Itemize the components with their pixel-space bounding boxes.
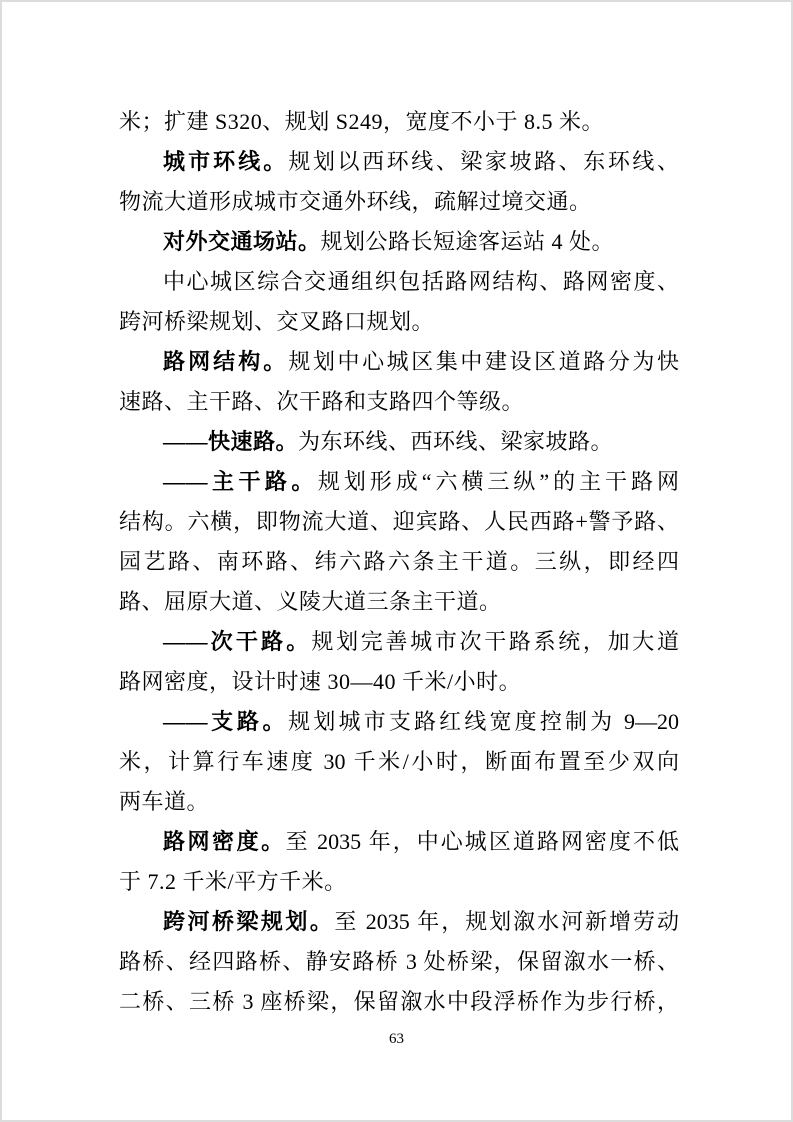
line-bold-lead: ——次干路。 xyxy=(163,629,312,654)
text-line xyxy=(119,222,679,262)
line-bold-lead: ——快速路。 xyxy=(163,429,299,454)
text-line xyxy=(119,142,679,182)
line-bold-lead: 城市环线。 xyxy=(163,149,289,174)
line-bold-lead: 对外交通场站。 xyxy=(163,229,321,254)
line-text: 速路、主干路、次干路和支路四个等级。 xyxy=(119,389,525,414)
text-line xyxy=(119,622,679,662)
line-text: 路网密度，设计时速 30—40 千米/小时。 xyxy=(119,669,522,694)
text-line xyxy=(119,862,679,902)
line-text: 规划以西环线、梁家坡路、东环线、 xyxy=(288,149,679,174)
line-bold-lead: 路网密度。 xyxy=(163,829,286,854)
line-text: 至 2035 年，中心城区道路网密度不低 xyxy=(285,829,679,854)
line-text: 米；扩建 S320、规划 S249，宽度不小于 8.5 米。 xyxy=(119,109,604,134)
text-line xyxy=(119,542,679,582)
line-text: 规划形成“六横三纵”的主干路网 xyxy=(317,469,679,494)
text-line xyxy=(119,742,679,782)
document-body xyxy=(119,102,679,1022)
line-bold-lead: ——主干路。 xyxy=(163,469,318,494)
text-line xyxy=(119,902,679,942)
line-text: 至 2035 年，规划溆水河新增劳动 xyxy=(334,909,679,934)
line-text: 园艺路、南环路、纬六路六条主干道。三纵，即经四 xyxy=(119,549,679,574)
text-line xyxy=(119,822,679,862)
line-bold-lead: ——支路。 xyxy=(163,709,289,734)
line-text: 二桥、三桥 3 座桥梁，保留溆水中段浮桥作为步行桥， xyxy=(119,989,679,1014)
line-text: 路桥、经四路桥、静安路桥 3 处桥梁，保留溆水一桥、 xyxy=(119,949,679,974)
text-line xyxy=(119,782,679,822)
text-line xyxy=(119,502,679,542)
text-line xyxy=(119,462,679,502)
line-text: 路、屈原大道、义陵大道三条主干道。 xyxy=(119,589,502,614)
line-text: 跨河桥梁规划、交叉路口规划。 xyxy=(119,309,435,334)
text-line xyxy=(119,102,679,142)
text-line xyxy=(119,422,679,462)
text-line xyxy=(119,582,679,622)
line-text: 中心城区综合交通组织包括路网结构、路网密度、 xyxy=(163,269,679,294)
text-line xyxy=(119,942,679,982)
line-text: 于 7.2 千米/平方千米。 xyxy=(119,869,347,894)
line-text: 规划完善城市次干路系统，加大道 xyxy=(311,629,679,654)
page-number: 63 xyxy=(389,1031,404,1047)
line-text: 规划中心城区集中建设区道路分为快 xyxy=(288,349,679,374)
line-text: 米，计算行车速度 30 千米/小时，断面布置至少双向 xyxy=(119,749,679,774)
line-text: 规划城市支路红线宽度控制为 9—20 xyxy=(288,709,679,734)
text-line xyxy=(119,182,679,222)
text-line xyxy=(119,342,679,382)
line-text: 为东环线、西环线、梁家坡路。 xyxy=(298,429,614,454)
line-text: 规划公路长短途客运站 4 处。 xyxy=(320,229,615,254)
line-bold-lead: 跨河桥梁规划。 xyxy=(163,909,335,934)
text-line xyxy=(119,982,679,1022)
text-line xyxy=(119,262,679,302)
text-line xyxy=(119,302,679,342)
text-line xyxy=(119,662,679,702)
line-bold-lead: 路网结构。 xyxy=(163,349,289,374)
text-line xyxy=(119,382,679,422)
text-line xyxy=(119,702,679,742)
line-text: 结构。六横，即物流大道、迎宾路、人民西路+警予路、 xyxy=(119,509,679,534)
line-text: 两车道。 xyxy=(119,789,210,814)
line-text: 物流大道形成城市交通外环线，疏解过境交通。 xyxy=(119,189,592,214)
